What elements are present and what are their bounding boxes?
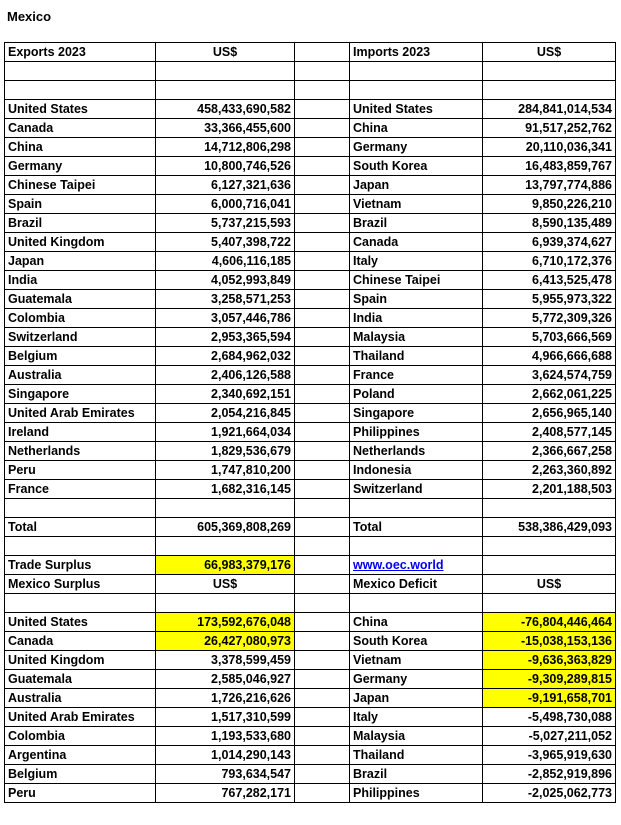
trade-row [5,119,616,138]
import-country[interactable]: Spain [350,290,483,309]
gap-cell[interactable] [295,366,350,385]
import-country[interactable]: Vietnam [350,195,483,214]
export-country[interactable]: United Arab Emirates [5,404,156,423]
deficit-header[interactable]: Mexico Deficit [350,575,483,594]
deficit-value[interactable]: -2,852,919,896 [483,765,616,784]
gap-cell[interactable] [295,442,350,461]
import-value[interactable]: 2,408,577,145 [483,423,616,442]
import-value[interactable]: 2,366,667,258 [483,442,616,461]
trade-row [5,252,616,271]
trade-table [4,42,616,803]
import-value[interactable]: 2,201,188,503 [483,480,616,499]
export-value[interactable]: 1,921,664,034 [156,423,295,442]
trade-surplus-row [5,556,616,575]
gap-cell[interactable] [295,613,350,632]
surplus-country[interactable]: Guatemala [5,670,156,689]
import-value[interactable]: 5,703,666,569 [483,328,616,347]
gap-cell[interactable] [295,328,350,347]
import-value[interactable]: 6,710,172,376 [483,252,616,271]
export-country[interactable]: Chinese Taipei [5,176,156,195]
export-country[interactable]: Netherlands [5,442,156,461]
import-country[interactable]: France [350,366,483,385]
total-label-imports[interactable]: Total [350,518,483,537]
deficit-value[interactable]: -2,025,062,773 [483,784,616,803]
gap-cell[interactable] [295,632,350,651]
trade-row [5,442,616,461]
export-value[interactable]: 458,433,690,582 [156,100,295,119]
exports-header[interactable]: Exports 2023 [5,43,156,62]
import-value[interactable]: 2,263,360,892 [483,461,616,480]
balance-row [5,651,616,670]
export-value[interactable]: 33,366,455,600 [156,119,295,138]
gap-cell[interactable] [295,309,350,328]
trade-row [5,461,616,480]
export-country[interactable]: Peru [5,461,156,480]
trade-row [5,347,616,366]
gap-cell[interactable] [295,290,350,309]
export-value[interactable]: 6,127,321,636 [156,176,295,195]
balance-row [5,689,616,708]
balance-row [5,727,616,746]
gap-cell[interactable] [295,347,350,366]
import-country[interactable]: Poland [350,385,483,404]
export-country[interactable]: Brazil [5,214,156,233]
export-country[interactable]: Singapore [5,385,156,404]
trade-row [5,309,616,328]
deficit-value[interactable]: -76,804,446,464 [483,613,616,632]
import-country[interactable]: Thailand [350,347,483,366]
balance-row [5,784,616,803]
balance-row [5,746,616,765]
export-country[interactable]: Colombia [5,309,156,328]
trade-row [5,328,616,347]
surplus-country[interactable]: United Arab Emirates [5,708,156,727]
export-country[interactable]: Guatemala [5,290,156,309]
gap-cell[interactable] [295,43,350,62]
export-country[interactable]: France [5,480,156,499]
imports-header[interactable]: Imports 2023 [350,43,483,62]
export-value[interactable]: 1,747,810,200 [156,461,295,480]
gap-cell[interactable] [295,195,350,214]
deficit-value[interactable]: -15,038,153,136 [483,632,616,651]
gap-cell[interactable] [295,385,350,404]
gap-cell[interactable] [295,670,350,689]
header-row [5,43,616,62]
deficit-value[interactable]: -9,191,658,701 [483,689,616,708]
sheet-title: Mexico [7,9,52,24]
gap-cell[interactable] [295,157,350,176]
gap-cell[interactable] [295,271,350,290]
gap-cell[interactable] [295,233,350,252]
surplus-country[interactable]: Peru [5,784,156,803]
export-country[interactable]: Japan [5,252,156,271]
empty-row [5,594,616,613]
export-country[interactable]: Belgium [5,347,156,366]
gap-cell[interactable] [295,480,350,499]
gap-cell[interactable] [295,252,350,271]
gap-cell[interactable] [295,651,350,670]
export-value[interactable]: 2,054,216,845 [156,404,295,423]
export-value[interactable]: 2,684,962,032 [156,347,295,366]
trade-row [5,423,616,442]
trade-row [5,138,616,157]
surplus-value[interactable]: 767,282,171 [156,784,295,803]
empty-row [5,81,616,100]
export-value[interactable]: 2,406,126,588 [156,366,295,385]
import-country[interactable]: China [350,119,483,138]
surplus-country[interactable]: Belgium [5,765,156,784]
deficit-value[interactable]: -5,498,730,088 [483,708,616,727]
surplus-header[interactable]: Mexico Surplus [5,575,156,594]
import-value[interactable]: 284,841,014,534 [483,100,616,119]
trade-surplus-value[interactable]: 66,983,379,176 [156,556,295,575]
export-value[interactable]: 5,407,398,722 [156,233,295,252]
gap-cell[interactable] [295,176,350,195]
source-link[interactable]: www.oec.world [350,556,483,575]
import-country[interactable]: Singapore [350,404,483,423]
deficit-value[interactable]: -5,027,211,052 [483,727,616,746]
import-value[interactable]: 91,517,252,762 [483,119,616,138]
surplus-value[interactable]: 1,014,290,143 [156,746,295,765]
import-value[interactable]: 5,772,309,326 [483,309,616,328]
export-country[interactable]: Switzerland [5,328,156,347]
gap-cell[interactable] [295,784,350,803]
export-value[interactable]: 6,000,716,041 [156,195,295,214]
balance-row [5,632,616,651]
empty-row [5,62,616,81]
deficit-country[interactable]: Malaysia [350,727,483,746]
import-country[interactable]: Canada [350,233,483,252]
deficit-country[interactable]: China [350,613,483,632]
deficit-country[interactable]: Germany [350,670,483,689]
import-value[interactable]: 2,656,965,140 [483,404,616,423]
import-value[interactable]: 20,110,036,341 [483,138,616,157]
trade-row [5,100,616,119]
surplus-value[interactable]: 793,634,547 [156,765,295,784]
deficit-country[interactable]: Philippines [350,784,483,803]
surplus-value[interactable]: 2,585,046,927 [156,670,295,689]
export-value[interactable]: 1,682,316,145 [156,480,295,499]
import-country[interactable]: Netherlands [350,442,483,461]
balance-row [5,670,616,689]
gap-cell[interactable] [295,423,350,442]
trade-row [5,176,616,195]
deficit-country[interactable]: Brazil [350,765,483,784]
export-value[interactable]: 3,057,446,786 [156,309,295,328]
gap-cell[interactable] [295,746,350,765]
import-country[interactable]: United States [350,100,483,119]
surplus-value[interactable]: 26,427,080,973 [156,632,295,651]
total-row [5,518,616,537]
export-value[interactable]: 1,829,536,679 [156,442,295,461]
surplus-value[interactable]: 173,592,676,048 [156,613,295,632]
deficit-unit[interactable]: US$ [483,575,616,594]
trade-row [5,480,616,499]
gap-cell[interactable] [295,689,350,708]
export-country[interactable]: Germany [5,157,156,176]
gap-cell[interactable] [295,100,350,119]
surplus-country[interactable]: Canada [5,632,156,651]
surplus-value[interactable]: 1,517,310,599 [156,708,295,727]
gap-cell[interactable] [295,404,350,423]
import-country[interactable]: Indonesia [350,461,483,480]
trade-row [5,214,616,233]
import-country[interactable]: Japan [350,176,483,195]
import-country[interactable]: Italy [350,252,483,271]
surplus-country[interactable]: United States [5,613,156,632]
deficit-country[interactable]: Vietnam [350,651,483,670]
deficit-value[interactable]: -9,309,289,815 [483,670,616,689]
import-country[interactable]: India [350,309,483,328]
gap-cell[interactable] [295,214,350,233]
export-country[interactable]: United States [5,100,156,119]
export-value[interactable]: 4,052,993,849 [156,271,295,290]
import-value[interactable]: 5,955,973,322 [483,290,616,309]
export-country[interactable]: Canada [5,119,156,138]
balance-row [5,613,616,632]
surplus-country[interactable]: Australia [5,689,156,708]
import-country[interactable]: Philippines [350,423,483,442]
balance-row [5,765,616,784]
import-country[interactable]: Switzerland [350,480,483,499]
trade-row [5,195,616,214]
export-country[interactable]: Australia [5,366,156,385]
balance-header-row [5,575,616,594]
import-value[interactable]: 6,939,374,627 [483,233,616,252]
import-country[interactable]: Malaysia [350,328,483,347]
balance-row [5,708,616,727]
trade-row [5,290,616,309]
imports-total[interactable]: 538,386,429,093 [483,518,616,537]
deficit-country[interactable]: Thailand [350,746,483,765]
trade-row [5,366,616,385]
exports-total[interactable]: 605,369,808,269 [156,518,295,537]
empty-row [5,537,616,556]
export-country[interactable]: Ireland [5,423,156,442]
export-value[interactable]: 2,953,365,594 [156,328,295,347]
export-value[interactable]: 14,712,806,298 [156,138,295,157]
export-country[interactable]: United Kingdom [5,233,156,252]
trade-row [5,271,616,290]
trade-row [5,233,616,252]
import-value[interactable]: 4,966,666,688 [483,347,616,366]
import-value[interactable]: 6,413,525,478 [483,271,616,290]
import-country[interactable]: Brazil [350,214,483,233]
gap-cell[interactable] [295,708,350,727]
surplus-value[interactable]: 3,378,599,459 [156,651,295,670]
exports-unit[interactable]: US$ [156,43,295,62]
export-value[interactable]: 5,737,215,593 [156,214,295,233]
export-value[interactable]: 2,340,692,151 [156,385,295,404]
import-value[interactable]: 13,797,774,886 [483,176,616,195]
import-country[interactable]: Chinese Taipei [350,271,483,290]
export-value[interactable]: 10,800,746,526 [156,157,295,176]
empty-row [5,499,616,518]
deficit-country[interactable]: Italy [350,708,483,727]
surplus-country[interactable]: United Kingdom [5,651,156,670]
trade-surplus-label[interactable]: Trade Surplus [5,556,156,575]
deficit-value[interactable]: -9,636,363,829 [483,651,616,670]
deficit-value[interactable]: -3,965,919,630 [483,746,616,765]
import-value[interactable]: 16,483,859,767 [483,157,616,176]
import-value[interactable]: 9,850,226,210 [483,195,616,214]
import-value[interactable]: 8,590,135,489 [483,214,616,233]
export-value[interactable]: 3,258,571,253 [156,290,295,309]
surplus-value[interactable]: 1,726,216,626 [156,689,295,708]
gap-cell[interactable] [295,119,350,138]
import-value[interactable]: 3,624,574,759 [483,366,616,385]
export-value[interactable]: 4,606,116,185 [156,252,295,271]
surplus-value[interactable]: 1,193,533,680 [156,727,295,746]
surplus-country[interactable]: Colombia [5,727,156,746]
deficit-country[interactable]: Japan [350,689,483,708]
gap-cell[interactable] [295,461,350,480]
trade-row [5,385,616,404]
import-country[interactable]: South Korea [350,157,483,176]
surplus-country[interactable]: Argentina [5,746,156,765]
gap-cell[interactable] [295,727,350,746]
trade-row [5,157,616,176]
trade-row [5,404,616,423]
gap-cell[interactable] [295,765,350,784]
export-country[interactable]: China [5,138,156,157]
imports-unit[interactable]: US$ [483,43,616,62]
export-country[interactable]: Spain [5,195,156,214]
export-country[interactable]: India [5,271,156,290]
deficit-country[interactable]: South Korea [350,632,483,651]
surplus-unit[interactable]: US$ [156,575,295,594]
total-label-exports[interactable]: Total [5,518,156,537]
import-country[interactable]: Germany [350,138,483,157]
import-value[interactable]: 2,662,061,225 [483,385,616,404]
gap-cell[interactable] [295,138,350,157]
